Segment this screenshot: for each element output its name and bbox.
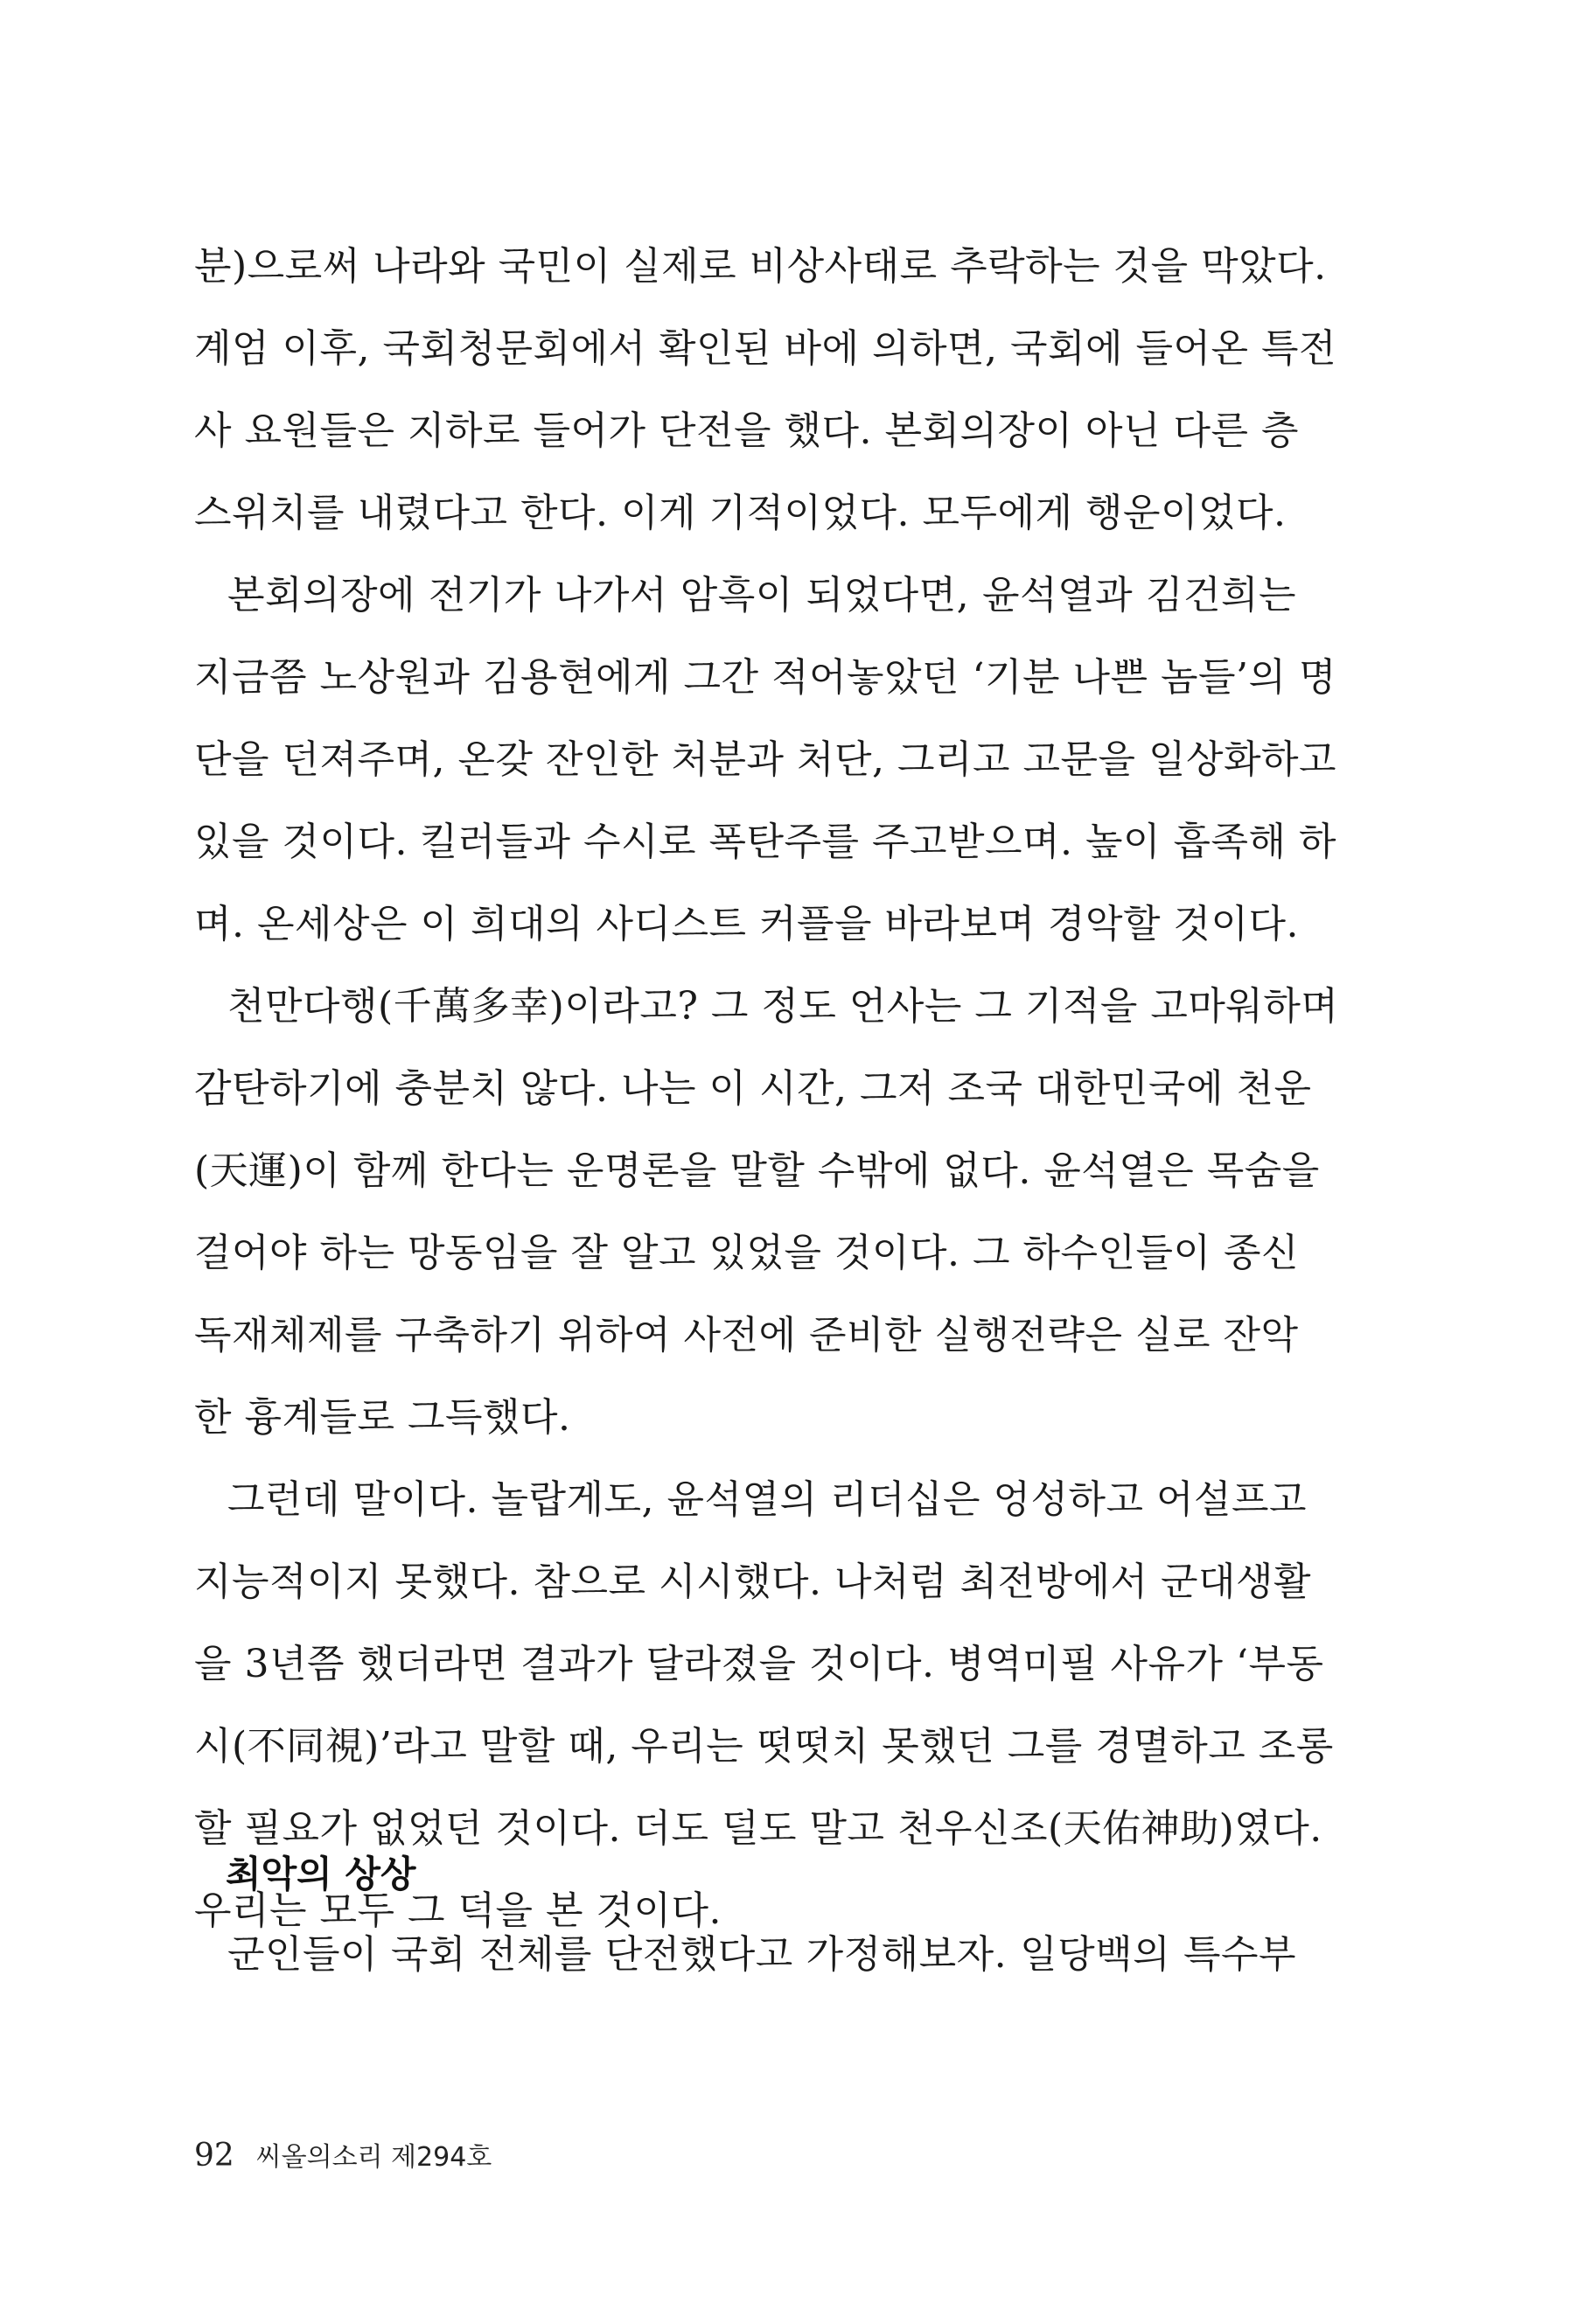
body-line: 우리는 모두 그 덕을 본 것이다. [194,1888,722,1933]
body-line: 지금쯤 노상원과 김용현에게 그간 적어놓았던 ‘기분 나쁜 놈들’의 명 [194,655,1336,700]
body-line: 할 필요가 없었던 것이다. 더도 덜도 말고 천우신조(天佑神助)였다. [194,1806,1322,1851]
body-line: 천만다행(千萬多幸)이라고? 그 정도 언사는 그 기적을 고마워하며 [227,984,1339,1029]
page-footer [194,2134,492,2180]
journal-title: 씨올의소리 제294호 [255,2142,492,2173]
body-line: 사 요원들은 지하로 들어가 단전을 했다. 본회의장이 아닌 다른 층 [194,408,1299,453]
body-line: 한 흉계들로 그득했다. [194,1395,571,1440]
body-line: 계엄 이후, 국회청문회에서 확인된 바에 의하면, 국회에 들어온 특전 [194,326,1336,371]
body-line: 감탄하기에 충분치 않다. 나는 이 시간, 그저 조국 대한민국에 천운 [194,1066,1312,1111]
body-text [194,226,1339,1952]
body-line: 며. 온세상은 이 희대의 사디스트 커플을 바라보며 경악할 것이다. [194,902,1299,946]
body-line: 시(不同視)’라고 말할 때, 우리는 떳떳치 못했던 그를 경멸하고 조롱 [194,1724,1334,1769]
body-line: 본회의장에 전기가 나가서 암흑이 되었다면, 윤석열과 김건희는 [227,573,1296,618]
body-line: 단을 던져주며, 온갖 잔인한 처분과 처단, 그리고 고문을 일상화하고 [194,737,1336,782]
section-body [194,1914,1296,1996]
section-heading: 최악의 상상 [226,1853,416,1895]
body-line: 지능적이지 못했다. 참으로 시시했다. 나처럼 최전방에서 군대생활 [194,1560,1311,1604]
page-number: 92 [194,2138,234,2174]
body-line: (天運)이 함께 한다는 운명론을 말할 수밖에 없다. 윤석열은 목숨을 [194,1148,1320,1193]
body-line: 그런데 말이다. 놀랍게도, 윤석열의 리더십은 엉성하고 어설프고 [227,1477,1307,1522]
body-line: 분)으로써 나라와 국민이 실제로 비상사태로 추락하는 것을 막았다. [194,244,1327,289]
body-line: 걸어야 하는 망동임을 잘 알고 있었을 것이다. 그 하수인들이 종신 [194,1231,1299,1275]
body-line: 스위치를 내렸다고 한다. 이게 기적이었다. 모두에게 행운이었다. [194,491,1287,535]
body-line: 독재체제를 구축하기 위하여 사전에 준비한 실행전략은 실로 잔악 [194,1313,1299,1357]
body-line: 있을 것이다. 킬러들과 수시로 폭탄주를 주고받으며. 높이 흡족해 하 [194,820,1336,864]
body-line: 군인들이 국회 전체를 단전했다고 가정해보자. 일당백의 특수부 [227,1932,1296,1977]
body-line: 을 3년쯤 했더라면 결과가 달라졌을 것이다. 병역미필 사유가 ‘부동 [194,1642,1324,1686]
